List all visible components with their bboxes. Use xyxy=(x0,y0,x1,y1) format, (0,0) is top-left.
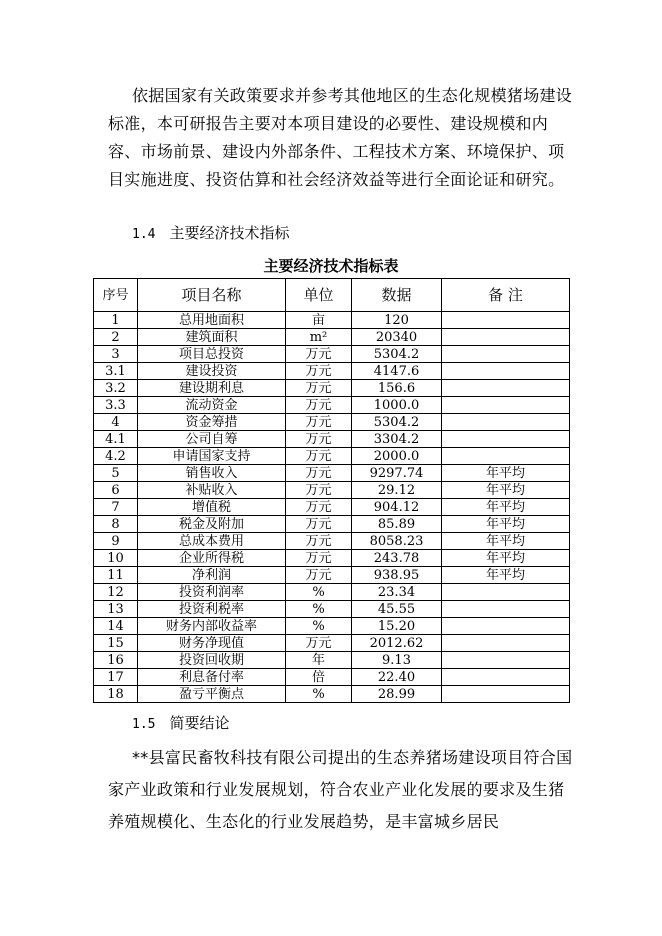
cell-value: 2000.0 xyxy=(352,448,442,465)
table-row xyxy=(94,431,570,448)
table-row xyxy=(94,312,570,329)
cell-name: 建设投资 xyxy=(138,363,286,380)
cell-value: 9.13 xyxy=(352,652,442,669)
cell-note xyxy=(442,414,570,431)
cell-seq: 18 xyxy=(94,686,138,703)
cell-name: 资金筹措 xyxy=(138,414,286,431)
cell-note xyxy=(442,346,570,363)
table-row xyxy=(94,550,570,567)
cell-unit: % xyxy=(286,686,352,703)
cell-name: 财务内部收益率 xyxy=(138,618,286,635)
cell-seq: 3.2 xyxy=(94,380,138,397)
cell-value: 22.40 xyxy=(352,669,442,686)
header-name: 项目名称 xyxy=(138,279,286,312)
table-row xyxy=(94,465,570,482)
table-row xyxy=(94,329,570,346)
cell-note xyxy=(442,601,570,618)
cell-name: 总成本费用 xyxy=(138,533,286,550)
table-row xyxy=(94,601,570,618)
cell-name: 利息备付率 xyxy=(138,669,286,686)
cell-note xyxy=(442,363,570,380)
cell-unit: 万元 xyxy=(286,363,352,380)
cell-note xyxy=(442,584,570,601)
cell-name: 企业所得税 xyxy=(138,550,286,567)
table-row xyxy=(94,686,570,703)
cell-seq: 8 xyxy=(94,516,138,533)
cell-value: 120 xyxy=(352,312,442,329)
table-row xyxy=(94,669,570,686)
cell-value: 29.12 xyxy=(352,482,442,499)
section-title: 主要经济技术指标 xyxy=(169,224,290,242)
section-heading-1-5 xyxy=(132,712,230,733)
cell-name: 销售收入 xyxy=(138,465,286,482)
cell-unit: % xyxy=(286,584,352,601)
cell-name: 投资利税率 xyxy=(138,601,286,618)
cell-seq: 2 xyxy=(94,329,138,346)
section-number: 1.5 xyxy=(132,717,156,732)
table-row xyxy=(94,414,570,431)
table-row xyxy=(94,652,570,669)
cell-unit: 万元 xyxy=(286,448,352,465)
cell-note xyxy=(442,652,570,669)
cell-note xyxy=(442,312,570,329)
cell-unit: 万元 xyxy=(286,533,352,550)
cell-value: 8058.23 xyxy=(352,533,442,550)
cell-seq: 3 xyxy=(94,346,138,363)
cell-seq: 14 xyxy=(94,618,138,635)
table-body xyxy=(94,312,570,703)
cell-seq: 1 xyxy=(94,312,138,329)
cell-unit: 万元 xyxy=(286,516,352,533)
table-row xyxy=(94,482,570,499)
table-row xyxy=(94,499,570,516)
cell-seq: 4.1 xyxy=(94,431,138,448)
cell-seq: 3.1 xyxy=(94,363,138,380)
cell-note xyxy=(442,618,570,635)
intro-paragraph: 依据国家有关政策要求并参考其他地区的生态化规模猪场建设标准，本可研报告主要对本项目建设的必要性、建设规模和内容、市场前景、建设内外部条件、工程技术方案、环境保护、项目实施进度、投资估算和社会经济效益等进行全面论证和研究。 xyxy=(108,86,573,189)
cell-value: 3304.2 xyxy=(352,431,442,448)
table-row xyxy=(94,584,570,601)
section-title: 简要结论 xyxy=(169,714,230,732)
cell-unit: 万元 xyxy=(286,431,352,448)
cell-note xyxy=(442,431,570,448)
cell-seq: 6 xyxy=(94,482,138,499)
cell-note xyxy=(442,686,570,703)
cell-note: 年平均 xyxy=(442,567,570,584)
cell-unit: 万元 xyxy=(286,499,352,516)
cell-seq: 13 xyxy=(94,601,138,618)
cell-unit: 万元 xyxy=(286,465,352,482)
header-unit: 单位 xyxy=(286,279,352,312)
cell-value: 5304.2 xyxy=(352,414,442,431)
table-row xyxy=(94,363,570,380)
cell-note xyxy=(442,669,570,686)
cell-note xyxy=(442,380,570,397)
cell-unit: % xyxy=(286,601,352,618)
cell-value: 28.99 xyxy=(352,686,442,703)
cell-name: 净利润 xyxy=(138,567,286,584)
cell-seq: 15 xyxy=(94,635,138,652)
cell-value: 1000.0 xyxy=(352,397,442,414)
cell-name: 建设期利息 xyxy=(138,380,286,397)
cell-seq: 4 xyxy=(94,414,138,431)
conclusion-paragraph: **县富民畜牧科技有限公司提出的生态养猪场建设项目符合国家产业政策和行业发展规划，符合农业产业化发展的要求及生猪养殖规模化、生态化的行业发展趋势，是丰富城乡居民 xyxy=(108,748,573,831)
cell-note: 年平均 xyxy=(442,499,570,516)
cell-name: 财务净现值 xyxy=(138,635,286,652)
cell-unit: 万元 xyxy=(286,635,352,652)
cell-note: 年平均 xyxy=(442,550,570,567)
section-number: 1.4 xyxy=(132,227,156,242)
cell-name: 投资回收期 xyxy=(138,652,286,669)
cell-note xyxy=(442,397,570,414)
cell-unit: 万元 xyxy=(286,567,352,584)
cell-name: 增值税 xyxy=(138,499,286,516)
cell-value: 15.20 xyxy=(352,618,442,635)
table-row xyxy=(94,533,570,550)
cell-seq: 11 xyxy=(94,567,138,584)
table-row xyxy=(94,397,570,414)
table-row xyxy=(94,346,570,363)
header-value: 数据 xyxy=(352,279,442,312)
indicator-table xyxy=(93,278,570,703)
cell-note xyxy=(442,448,570,465)
cell-value: 85.89 xyxy=(352,516,442,533)
cell-name: 税金及附加 xyxy=(138,516,286,533)
table-title: 主要经济技术指标表 xyxy=(263,257,399,275)
table-row xyxy=(94,516,570,533)
cell-seq: 12 xyxy=(94,584,138,601)
cell-value: 4147.6 xyxy=(352,363,442,380)
cell-unit: 万元 xyxy=(286,397,352,414)
cell-seq: 17 xyxy=(94,669,138,686)
cell-name: 补贴收入 xyxy=(138,482,286,499)
table-row xyxy=(94,380,570,397)
cell-seq: 10 xyxy=(94,550,138,567)
cell-unit: 万元 xyxy=(286,414,352,431)
cell-note: 年平均 xyxy=(442,533,570,550)
table-row xyxy=(94,567,570,584)
cell-name: 建筑面积 xyxy=(138,329,286,346)
table-row xyxy=(94,635,570,652)
cell-value: 45.55 xyxy=(352,601,442,618)
cell-value: 5304.2 xyxy=(352,346,442,363)
cell-unit: 万元 xyxy=(286,346,352,363)
cell-unit: 万元 xyxy=(286,482,352,499)
cell-seq: 4.2 xyxy=(94,448,138,465)
cell-seq: 16 xyxy=(94,652,138,669)
cell-value: 156.6 xyxy=(352,380,442,397)
cell-note: 年平均 xyxy=(442,482,570,499)
table-row xyxy=(94,618,570,635)
cell-unit: 倍 xyxy=(286,669,352,686)
cell-unit: m² xyxy=(286,329,352,346)
cell-note: 年平均 xyxy=(442,465,570,482)
cell-name: 公司自筹 xyxy=(138,431,286,448)
cell-unit: 亩 xyxy=(286,312,352,329)
cell-unit: 年 xyxy=(286,652,352,669)
cell-unit: % xyxy=(286,618,352,635)
cell-name: 流动资金 xyxy=(138,397,286,414)
section-heading-1-4 xyxy=(132,222,290,243)
header-seq: 序号 xyxy=(94,279,138,312)
cell-note: 年平均 xyxy=(442,516,570,533)
cell-value: 243.78 xyxy=(352,550,442,567)
cell-name: 总用地面积 xyxy=(138,312,286,329)
cell-value: 2012.62 xyxy=(352,635,442,652)
cell-name: 投资利润率 xyxy=(138,584,286,601)
cell-unit: 万元 xyxy=(286,380,352,397)
cell-value: 904.12 xyxy=(352,499,442,516)
table-header-row xyxy=(94,279,570,312)
cell-name: 项目总投资 xyxy=(138,346,286,363)
cell-seq: 5 xyxy=(94,465,138,482)
cell-value: 23.34 xyxy=(352,584,442,601)
cell-seq: 3.3 xyxy=(94,397,138,414)
cell-seq: 9 xyxy=(94,533,138,550)
cell-seq: 7 xyxy=(94,499,138,516)
cell-name: 盈亏平衡点 xyxy=(138,686,286,703)
cell-value: 938.95 xyxy=(352,567,442,584)
cell-note xyxy=(442,635,570,652)
cell-value: 9297.74 xyxy=(352,465,442,482)
cell-unit: 万元 xyxy=(286,550,352,567)
cell-value: 20340 xyxy=(352,329,442,346)
cell-note xyxy=(442,329,570,346)
cell-name: 申请国家支持 xyxy=(138,448,286,465)
table-row xyxy=(94,448,570,465)
header-note: 备 注 xyxy=(442,279,570,312)
